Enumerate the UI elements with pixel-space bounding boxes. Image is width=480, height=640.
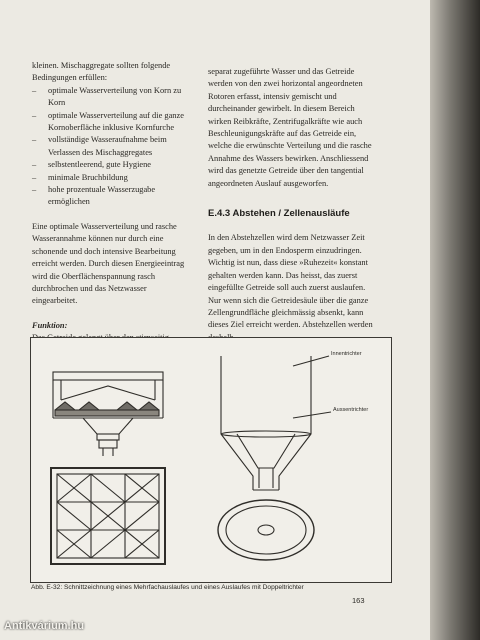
left-column	[32, 60, 192, 357]
hopper-top-bar	[53, 372, 163, 380]
list-item: – selbstentleerend, gute Hygiene	[32, 160, 152, 170]
list-item: – hohe prozentuale Wasserzugabe ermöglichen	[32, 185, 156, 207]
section-heading: E.4.3 Abstehen / Zellenausläufe	[208, 208, 350, 220]
paragraph: Eine optimale Wasserverteilung und rasche Wasserannahme können nur durch eine schonende und doch intensive Bearbeitung erreicht werden. Durch diesen Energieeintrag wird die Oberflächenspannung rasch durchbrochen und das Netzwasser eingearbeitet.	[32, 221, 185, 306]
list-item: – optimale Wasserverteilung von Korn zu Korn	[32, 85, 182, 108]
technical-drawing	[30, 337, 392, 583]
requirements-list	[32, 85, 192, 209]
list-item: – vollständige Wasseraufnahme beim Verlassen des Mischaggregates	[32, 135, 167, 157]
paragraph: separat zugeführte Wasser und das Getreide werden von den zwei horizontal angeordneten Rotoren erfasst, intensiv gemischt und durcheinander gewirbelt. In diesem Bereich wirken Reibkräfte, Zentrifugalkräfte wie auch Beschleunigungskräfte auf das Getreide ein, welche die erwünschte Verteilung und die rasche Annahme des Wassers bewirken. Anschliessend wird das genetzte Getreide über den tangential angeordneten Auslauf ausgeworfen.	[208, 67, 372, 188]
page-edge-shadow	[430, 0, 480, 640]
watermark-logo: Antikvárium.hu	[4, 620, 85, 632]
list-item: – optimale Wasserverteilung auf die ganze Kornoberfläche inklusive Kornfurche	[32, 110, 184, 133]
figure-caption: Abb. E-32: Schnittzeichnung eines Mehrfachauslaufes und eines Auslaufes mit Doppeltrichter	[31, 584, 304, 591]
intro-text: kleinen. Mischaggregate sollten folgende Bedingungen erfüllen:	[32, 61, 171, 83]
label-outer-funnel: Aussentrichter	[333, 407, 369, 413]
label-inner-funnel: Innentrichter	[331, 351, 362, 357]
paragraph: In den Abstehzellen wird dem Netzwasser Zeit gegeben, um in den Endosperm einzudringen. Wichtig ist nun, dass diese »Ruhezeit« konstant gehalten werden kann. Das heisst, das zuerst eingefüllte Getreide soll auch zuerst auslaufen. Nur wenn sich die Getreidesäule über die ganze Zellengrundfläche gleichmässig absenkt, kann dieses Ziel erreicht werden. Abstehzellen werden	[208, 233, 373, 330]
function-label: Funktion:	[32, 320, 68, 330]
drawing-svg	[31, 338, 391, 582]
right-column	[208, 66, 376, 344]
page-number: 163	[352, 596, 365, 605]
list-item: – minimale Bruchbildung	[32, 172, 128, 182]
